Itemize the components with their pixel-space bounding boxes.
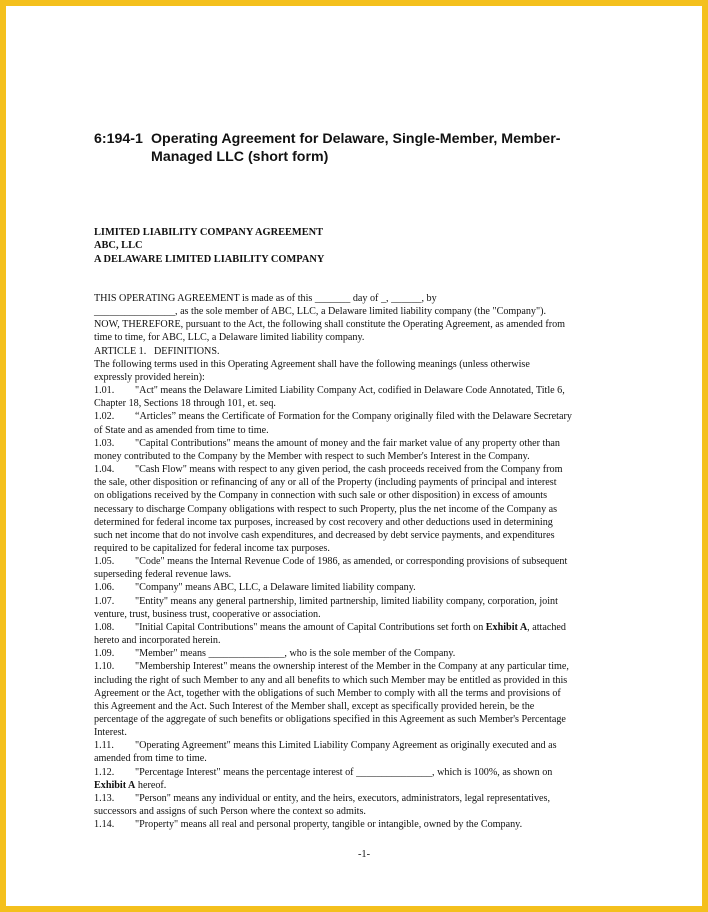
body-line: expressly provided herein): bbox=[94, 371, 205, 383]
body-text: "Company" means ABC, LLC, a Delaware limited liability company. bbox=[135, 582, 416, 594]
body-line: of State and as amended from time to time. bbox=[94, 424, 269, 436]
body-line: superseding federal revenue laws. bbox=[94, 569, 232, 581]
body-line: hereto and incorporated herein. bbox=[94, 635, 221, 647]
body-text: "Membership Interest" means the ownership interest of the Member in the Company at any particular time, bbox=[135, 661, 569, 673]
section-number: 1.05. bbox=[94, 556, 115, 568]
exhibit-reference: Exhibit A bbox=[94, 779, 136, 791]
section-number: 1.03. bbox=[94, 437, 115, 449]
definition-1-07 bbox=[94, 595, 634, 608]
section-number: 1.04. bbox=[94, 464, 115, 476]
heading-title-line-2: Managed LLC (short form) bbox=[151, 149, 329, 165]
body-line: such net income that do not involve cash expenditures, and decreased by debt service payments, and expenditures bbox=[94, 529, 555, 541]
agreement-caption bbox=[94, 226, 324, 266]
article-heading bbox=[94, 345, 634, 358]
definition-1-12 bbox=[94, 766, 634, 779]
body-line: this Agreement and the Act. Such Interest of the Member shall, except as specifically provided herein, be the bbox=[94, 700, 535, 712]
article-title: DEFINITIONS. bbox=[154, 345, 220, 357]
heading-title-line-1: Operating Agreement for Delaware, Single-Member, Member- bbox=[151, 131, 561, 147]
caption-line: A DELAWARE LIMITED LIABILITY COMPANY bbox=[94, 253, 325, 265]
agreement-body bbox=[94, 292, 634, 831]
section-number: 1.02. bbox=[94, 411, 115, 423]
body-line: determined for federal income tax purposes, increased by cost recovery and other deductions used in determining bbox=[94, 516, 553, 528]
body-line: Agreement or the Act, together with the obligations of such Member to comply with all the terms and provisions of bbox=[94, 687, 561, 699]
section-number: 1.10. bbox=[94, 661, 115, 673]
body-text: "Entity" means any general partnership, limited partnership, limited liability company, corporation, joint bbox=[135, 595, 558, 607]
body-line: Chapter 18, Sections 18 through 101, et. seq. bbox=[94, 398, 276, 410]
definition-1-09 bbox=[94, 647, 634, 660]
body-text: "Act" means the Delaware Limited Liability Company Act, codified in Delaware Code Annotated, Title 6, bbox=[135, 385, 565, 397]
section-number: 1.08. bbox=[94, 621, 115, 633]
body-line: NOW, THEREFORE, pursuant to the Act, the following shall constitute the Operating Agreement, as amended from bbox=[94, 319, 566, 331]
definition-1-08 bbox=[94, 621, 634, 634]
article-number: ARTICLE 1. bbox=[94, 345, 147, 357]
definition-1-05 bbox=[94, 555, 634, 568]
body-line: amended from time to time. bbox=[94, 753, 207, 765]
body-line: successors and assigns of such Person where the context so admits. bbox=[94, 806, 366, 818]
body-line: The following terms used in this Operating Agreement shall have the following meanings (unless otherwise bbox=[94, 358, 530, 370]
body-text: hereof. bbox=[135, 779, 167, 791]
body-text: , attached bbox=[527, 621, 566, 633]
form-number: 6:194-1 bbox=[94, 131, 143, 147]
definition-1-04 bbox=[94, 463, 634, 476]
definition-1-02 bbox=[94, 410, 634, 423]
section-number: 1.11. bbox=[94, 740, 114, 752]
body-text: "Operating Agreement" means this Limited Liability Company Agreement as originally executed and as bbox=[135, 740, 557, 752]
definition-1-03 bbox=[94, 437, 634, 450]
section-number: 1.13. bbox=[94, 792, 115, 804]
body-line: the sale, other disposition or refinancing of any or all of the Property (including payments of principal and interest bbox=[94, 477, 557, 489]
body-text: "Cash Flow" means with respect to any given period, the cash proceeds received from the Company from bbox=[135, 464, 563, 476]
caption-line: LIMITED LIABILITY COMPANY AGREEMENT bbox=[94, 227, 324, 238]
body-line: percentage of the aggregate of such benefits or obligations specified in this Agreement as such Member's Percentage bbox=[94, 714, 566, 725]
body-line: money contributed to the Company by the Member with respect to such Member's Interest in the Company. bbox=[94, 450, 530, 462]
page-number: -1- bbox=[357, 849, 371, 860]
definition-1-14 bbox=[94, 818, 634, 831]
document-heading bbox=[94, 130, 594, 166]
definition-1-13 bbox=[94, 792, 634, 805]
body-line: including the right of such Member to any and all benefits to which such Member may be entitled as provided in this bbox=[94, 674, 568, 686]
body-line: THIS OPERATING AGREEMENT is made as of this _______ day of _, ______, by bbox=[94, 293, 437, 304]
exhibit-reference: Exhibit A bbox=[485, 621, 528, 633]
body-line: ________________, as the sole member of ABC, LLC, a Delaware limited liability company (the "Company"). bbox=[94, 306, 546, 318]
body-line: required to be capitalized for federal income tax purposes. bbox=[94, 542, 330, 554]
body-line: time to time, for ABC, LLC, a Delaware limited liability company. bbox=[94, 332, 365, 344]
body-text: "Capital Contributions" means the amount of money and the fair market value of any property other than bbox=[135, 437, 560, 449]
body-text: "Person" means any individual or entity, and the heirs, executors, administrators, legal representatives, bbox=[135, 792, 551, 804]
body-line: on obligations received by the Company in connection with such sale or other disposition) in excess of amounts bbox=[94, 490, 548, 502]
body-text: "Member" means _______________, who is the sole member of the Company. bbox=[135, 648, 456, 660]
section-number: 1.01. bbox=[94, 385, 115, 397]
section-number: 1.12. bbox=[94, 766, 115, 778]
caption-line: ABC, LLC bbox=[94, 240, 143, 252]
body-line: necessary to discharge Company obligations with respect to such Property, plus the net income of the Company as bbox=[94, 503, 558, 515]
definition-1-01 bbox=[94, 384, 634, 397]
definition-1-06 bbox=[94, 581, 634, 594]
body-text: "Initial Capital Contributions" means the amount of Capital Contributions set forth on bbox=[135, 621, 486, 633]
definition-1-10 bbox=[94, 660, 634, 673]
body-text: "Code" means the Internal Revenue Code of 1986, as amended, or corresponding provisions of subsequent bbox=[135, 556, 568, 568]
definition-1-11 bbox=[94, 739, 634, 752]
body-text: "Percentage Interest" means the percentage interest of _______________, which is 100%, as shown on bbox=[135, 766, 553, 778]
section-number: 1.14. bbox=[94, 819, 115, 831]
section-number: 1.07. bbox=[94, 595, 115, 607]
body-line bbox=[94, 779, 634, 792]
section-number: 1.06. bbox=[94, 582, 115, 594]
body-line: venture, trust, business trust, cooperative or association. bbox=[94, 608, 321, 620]
section-number: 1.09. bbox=[94, 648, 115, 660]
body-text: "Property" means all real and personal property, tangible or intangible, owned by the Company. bbox=[135, 819, 523, 831]
body-line: Interest. bbox=[94, 727, 127, 739]
body-text: “Articles” means the Certificate of Formation for the Company originally filed with the Delaware Secretary bbox=[135, 411, 572, 423]
